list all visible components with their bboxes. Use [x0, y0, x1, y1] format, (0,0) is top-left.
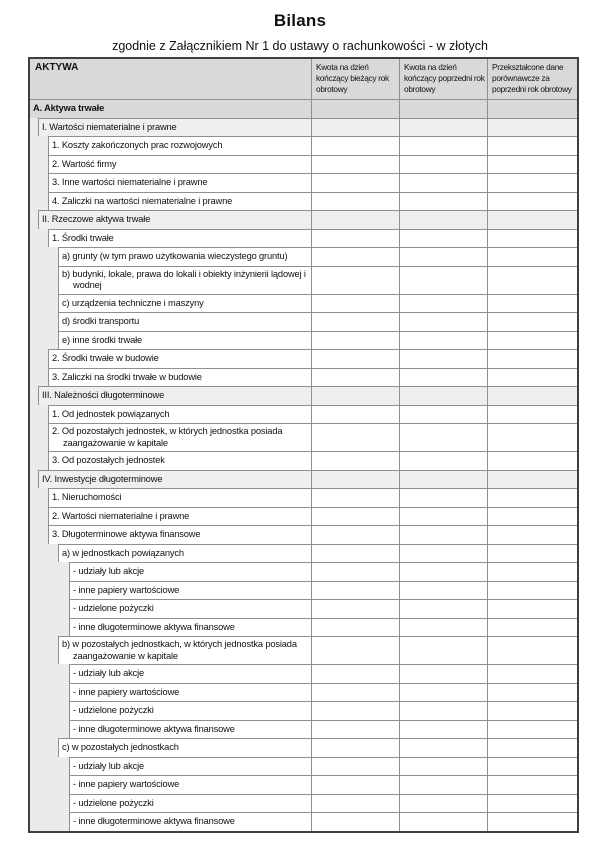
table-row: [30, 294, 577, 313]
value-cell-restated: [487, 155, 577, 174]
indent-gutter: [30, 664, 70, 683]
value-cell-current-year: [311, 99, 399, 118]
table-row: [30, 507, 577, 526]
table-row: [30, 701, 577, 720]
value-cell-restated: [487, 247, 577, 266]
value-cell-restated: [487, 701, 577, 720]
table-row: [30, 812, 577, 831]
value-cell-current-year: [311, 701, 399, 720]
value-cell-previous-year: [399, 331, 487, 350]
value-cell-current-year: [311, 738, 399, 757]
row-label: [70, 794, 311, 813]
value-cell-current-year: [311, 155, 399, 174]
value-cell-restated: [487, 136, 577, 155]
value-cell-current-year: [311, 331, 399, 350]
row-label-text: - inne papiery wartościowe: [73, 584, 180, 595]
value-cell-previous-year: [399, 470, 487, 489]
value-cell-restated: [487, 99, 577, 118]
row-label: [49, 192, 311, 211]
value-cell-previous-year: [399, 368, 487, 387]
value-cell-restated: [487, 312, 577, 331]
value-cell-restated: [487, 636, 577, 664]
table-row: [30, 664, 577, 683]
indent-gutter: [30, 720, 70, 739]
table-body: [30, 99, 577, 831]
value-cell-restated: [487, 544, 577, 563]
row-label-text: - udzielone pożyczki: [73, 705, 154, 715]
table-row: [30, 525, 577, 544]
value-cell-previous-year: [399, 405, 487, 424]
table-row: [30, 331, 577, 350]
value-cell-previous-year: [399, 757, 487, 776]
table-row: [30, 349, 577, 368]
row-label: [59, 312, 311, 331]
row-label-text: - udziały lub akcje: [73, 668, 145, 678]
indent-gutter: [30, 599, 70, 618]
indent-gutter: [30, 331, 59, 350]
table-row: [30, 562, 577, 581]
value-cell-restated: [487, 525, 577, 544]
value-cell-previous-year: [399, 118, 487, 137]
value-cell-restated: [487, 720, 577, 739]
table-row: [30, 581, 577, 600]
row-label-text: - inne długoterminowe aktywa finansowe: [73, 723, 235, 734]
indent-gutter: [30, 247, 59, 266]
value-cell-previous-year: [399, 451, 487, 470]
row-label: [49, 368, 311, 387]
header-aktywa: AKTYWA: [35, 62, 79, 73]
value-cell-current-year: [311, 775, 399, 794]
value-cell-current-year: [311, 173, 399, 192]
indent-gutter: [30, 155, 49, 174]
value-cell-previous-year: [399, 775, 487, 794]
row-label: [49, 405, 311, 424]
row-label: [49, 488, 311, 507]
row-label-text: - udzielone pożyczki: [73, 603, 154, 613]
row-label-text: 1. Nieruchomości: [52, 492, 122, 502]
indent-gutter: [30, 618, 70, 637]
value-cell-current-year: [311, 599, 399, 618]
value-cell-previous-year: [399, 544, 487, 563]
row-label-text: c) urządzenia techniczne i maszyny: [62, 297, 204, 308]
value-cell-current-year: [311, 664, 399, 683]
indent-gutter: [30, 544, 59, 563]
row-label: [39, 210, 311, 229]
value-cell-previous-year: [399, 618, 487, 637]
table-row: [30, 599, 577, 618]
row-label-text: 2. Środki trwałe w budowie: [52, 353, 159, 363]
row-label: [30, 99, 311, 118]
table-row: [30, 636, 577, 664]
value-cell-previous-year: [399, 562, 487, 581]
row-label-text: - inne papiery wartościowe: [73, 686, 180, 697]
value-cell-current-year: [311, 312, 399, 331]
indent-gutter: [30, 386, 39, 405]
indent-gutter: [30, 636, 59, 664]
balance-sheet-table: [28, 57, 579, 833]
value-cell-restated: [487, 683, 577, 702]
value-cell-previous-year: [399, 636, 487, 664]
table-row: [30, 405, 577, 424]
indent-gutter: [30, 683, 70, 702]
value-cell-current-year: [311, 470, 399, 489]
value-cell-previous-year: [399, 488, 487, 507]
indent-gutter: [30, 192, 49, 211]
header-col-restated: Przekształcone dane porównawcze za poprzedni rok obrotowy: [487, 59, 577, 99]
value-cell-restated: [487, 599, 577, 618]
value-cell-restated: [487, 210, 577, 229]
value-cell-previous-year: [399, 683, 487, 702]
row-label: [70, 757, 311, 776]
row-label: [59, 331, 311, 350]
value-cell-previous-year: [399, 173, 487, 192]
row-label: [49, 525, 311, 544]
value-cell-previous-year: [399, 349, 487, 368]
row-label-text: a) w jednostkach powiązanych: [62, 547, 184, 558]
table-row: [30, 118, 577, 137]
value-cell-restated: [487, 618, 577, 637]
value-cell-restated: [487, 331, 577, 350]
indent-gutter: [30, 562, 70, 581]
row-label-text: - udzielone pożyczki: [73, 797, 154, 808]
table-row: [30, 229, 577, 248]
value-cell-current-year: [311, 294, 399, 313]
value-cell-current-year: [311, 507, 399, 526]
value-cell-previous-year: [399, 294, 487, 313]
value-cell-previous-year: [399, 720, 487, 739]
value-cell-current-year: [311, 451, 399, 470]
value-cell-current-year: [311, 562, 399, 581]
table-header-row: [30, 59, 577, 99]
row-label-text: 1. Środki trwałe: [52, 232, 114, 243]
table-row: [30, 247, 577, 266]
document-title: Bilans: [273, 11, 327, 30]
value-cell-previous-year: [399, 386, 487, 405]
value-cell-current-year: [311, 720, 399, 739]
indent-gutter: [30, 229, 49, 248]
indent-gutter: [30, 451, 49, 470]
row-label: [70, 664, 311, 683]
table-row: [30, 775, 577, 794]
value-cell-current-year: [311, 405, 399, 424]
row-label: [70, 581, 311, 600]
value-cell-previous-year: [399, 738, 487, 757]
value-cell-current-year: [311, 386, 399, 405]
value-cell-restated: [487, 738, 577, 757]
value-cell-current-year: [311, 618, 399, 637]
indent-gutter: [30, 266, 59, 294]
value-cell-previous-year: [399, 701, 487, 720]
value-cell-restated: [487, 294, 577, 313]
value-cell-restated: [487, 562, 577, 581]
value-cell-restated: [487, 229, 577, 248]
indent-gutter: [30, 581, 70, 600]
value-cell-restated: [487, 488, 577, 507]
value-cell-current-year: [311, 757, 399, 776]
row-label-text: 3. Od pozostałych jednostek: [52, 455, 165, 465]
table-row: [30, 470, 577, 489]
table-row: [30, 794, 577, 813]
row-label-text: 1. Koszty zakończonych prac rozwojowych: [52, 140, 223, 150]
table-row: [30, 192, 577, 211]
table-row: [30, 99, 577, 118]
row-label: [59, 544, 311, 563]
value-cell-restated: [487, 664, 577, 683]
value-cell-previous-year: [399, 423, 487, 451]
row-label: [39, 386, 311, 405]
value-cell-restated: [487, 266, 577, 294]
row-label-text: 3. Długoterminowe aktywa finansowe: [52, 529, 201, 539]
value-cell-current-year: [311, 118, 399, 137]
value-cell-current-year: [311, 812, 399, 831]
table-row: [30, 173, 577, 192]
document-subtitle: zgodnie z Załącznikiem Nr 1 do ustawy o rachunkowości - w złotych: [112, 39, 488, 53]
row-label: [59, 636, 311, 664]
row-label-text: - udziały lub akcje: [73, 566, 145, 576]
row-label: [49, 173, 311, 192]
row-label: [59, 247, 311, 266]
value-cell-previous-year: [399, 99, 487, 118]
value-cell-restated: [487, 386, 577, 405]
value-cell-restated: [487, 368, 577, 387]
row-label-text: 3. Zaliczki na środki trwałe w budowie: [52, 371, 202, 382]
row-label: [70, 775, 311, 794]
row-label-text: III. Należności długoterminowe: [42, 390, 165, 400]
value-cell-restated: [487, 451, 577, 470]
row-label: [70, 562, 311, 581]
row-label: [70, 599, 311, 618]
table-row: [30, 312, 577, 331]
table-row: [30, 618, 577, 637]
value-cell-restated: [487, 192, 577, 211]
value-cell-restated: [487, 507, 577, 526]
row-label-text: - udziały lub akcje: [73, 760, 145, 771]
row-label-text: 2. Od pozostałych jednostek, w których jednostka posiada zaangażowanie w kapitale: [52, 426, 283, 448]
indent-gutter: [30, 775, 70, 794]
value-cell-current-year: [311, 247, 399, 266]
value-cell-current-year: [311, 210, 399, 229]
row-label: [49, 136, 311, 155]
indent-gutter: [30, 118, 39, 137]
row-label: [70, 618, 311, 637]
row-label: [49, 451, 311, 470]
value-cell-restated: [487, 118, 577, 137]
value-cell-current-year: [311, 488, 399, 507]
value-cell-restated: [487, 757, 577, 776]
row-label-text: d) środki transportu: [62, 316, 140, 326]
indent-gutter: [30, 405, 49, 424]
indent-gutter: [30, 349, 49, 368]
indent-gutter: [30, 136, 49, 155]
value-cell-current-year: [311, 794, 399, 813]
table-row: [30, 451, 577, 470]
row-label: [70, 812, 311, 831]
value-cell-previous-year: [399, 599, 487, 618]
table-row: [30, 423, 577, 451]
table-row: [30, 720, 577, 739]
table-row: [30, 757, 577, 776]
value-cell-previous-year: [399, 229, 487, 248]
table-row: [30, 266, 577, 294]
value-cell-previous-year: [399, 507, 487, 526]
row-label: [39, 470, 311, 489]
row-label: [59, 294, 311, 313]
value-cell-previous-year: [399, 192, 487, 211]
value-cell-restated: [487, 173, 577, 192]
value-cell-previous-year: [399, 525, 487, 544]
row-label: [59, 738, 311, 757]
value-cell-current-year: [311, 636, 399, 664]
row-label-text: 1. Od jednostek powiązanych: [52, 408, 170, 419]
value-cell-current-year: [311, 423, 399, 451]
value-cell-restated: [487, 423, 577, 451]
value-cell-restated: [487, 349, 577, 368]
value-cell-previous-year: [399, 812, 487, 831]
table-row: [30, 210, 577, 229]
indent-gutter: [30, 294, 59, 313]
table-row: [30, 738, 577, 757]
value-cell-restated: [487, 794, 577, 813]
value-cell-restated: [487, 470, 577, 489]
value-cell-current-year: [311, 349, 399, 368]
value-cell-previous-year: [399, 312, 487, 331]
indent-gutter: [30, 488, 49, 507]
row-label: [70, 720, 311, 739]
row-label-text: I. Wartości niematerialne i prawne: [42, 121, 177, 132]
row-label-text: II. Rzeczowe aktywa trwałe: [42, 214, 151, 224]
table-row: [30, 488, 577, 507]
row-label-text: - inne papiery wartościowe: [73, 779, 180, 789]
row-label-text: b) w pozostałych jednostkach, w których jednostka posiada zaangażowanie w kapitale: [62, 639, 297, 661]
row-label-text: 2. Wartości niematerialne i prawne: [52, 510, 190, 521]
row-label-text: - inne długoterminowe aktywa finansowe: [73, 816, 235, 826]
row-label: [70, 701, 311, 720]
value-cell-restated: [487, 405, 577, 424]
header-col-previous-year: Kwota na dzień kończący poprzedni rok obrotowy: [399, 59, 487, 99]
value-cell-previous-year: [399, 266, 487, 294]
row-label: [49, 349, 311, 368]
table-row: [30, 386, 577, 405]
row-label-text: - inne długoterminowe aktywa finansowe: [73, 621, 235, 632]
indent-gutter: [30, 470, 39, 489]
row-label-text: 4. Zaliczki na wartości niematerialne i prawne: [52, 195, 233, 206]
value-cell-current-year: [311, 683, 399, 702]
value-cell-current-year: [311, 192, 399, 211]
value-cell-current-year: [311, 525, 399, 544]
value-cell-current-year: [311, 136, 399, 155]
indent-gutter: [30, 423, 49, 451]
value-cell-current-year: [311, 229, 399, 248]
row-label: [39, 118, 311, 137]
row-label-text: 3. Inne wartości niematerialne i prawne: [52, 177, 208, 187]
value-cell-current-year: [311, 266, 399, 294]
value-cell-previous-year: [399, 155, 487, 174]
indent-gutter: [30, 368, 49, 387]
value-cell-previous-year: [399, 664, 487, 683]
value-cell-previous-year: [399, 581, 487, 600]
indent-gutter: [30, 738, 59, 757]
value-cell-restated: [487, 775, 577, 794]
row-label: [70, 683, 311, 702]
value-cell-previous-year: [399, 794, 487, 813]
table-row: [30, 136, 577, 155]
indent-gutter: [30, 173, 49, 192]
indent-gutter: [30, 507, 49, 526]
indent-gutter: [30, 312, 59, 331]
indent-gutter: [30, 210, 39, 229]
value-cell-restated: [487, 581, 577, 600]
indent-gutter: [30, 757, 70, 776]
value-cell-previous-year: [399, 136, 487, 155]
indent-gutter: [30, 794, 70, 813]
table-row: [30, 155, 577, 174]
row-label-text: IV. Inwestycje długoterminowe: [42, 473, 163, 484]
row-label: [59, 266, 311, 294]
row-label: [49, 155, 311, 174]
indent-gutter: [30, 525, 49, 544]
row-label-text: 2. Wartość firmy: [52, 158, 117, 169]
value-cell-current-year: [311, 581, 399, 600]
value-cell-previous-year: [399, 210, 487, 229]
row-label: [49, 229, 311, 248]
row-label: [49, 507, 311, 526]
row-label-text: A. Aktywa trwałe: [33, 103, 105, 113]
value-cell-current-year: [311, 544, 399, 563]
header-col-current-year: Kwota na dzień kończący bieżący rok obrotowy: [311, 59, 399, 99]
table-row: [30, 544, 577, 563]
value-cell-current-year: [311, 368, 399, 387]
row-label-text: b) budynki, lokale, prawa do lokali i obiekty inżynierii lądowej i wodnej: [62, 268, 306, 290]
indent-gutter: [30, 701, 70, 720]
value-cell-restated: [487, 812, 577, 831]
row-label-text: e) inne środki trwałe: [62, 334, 143, 345]
table-row: [30, 683, 577, 702]
row-label-text: a) grunty (w tym prawo użytkowania wieczystego gruntu): [62, 251, 288, 261]
table-row: [30, 368, 577, 387]
value-cell-previous-year: [399, 247, 487, 266]
row-label-text: c) w pozostałych jednostkach: [62, 742, 179, 752]
indent-gutter: [30, 812, 70, 831]
row-label: [49, 423, 311, 451]
